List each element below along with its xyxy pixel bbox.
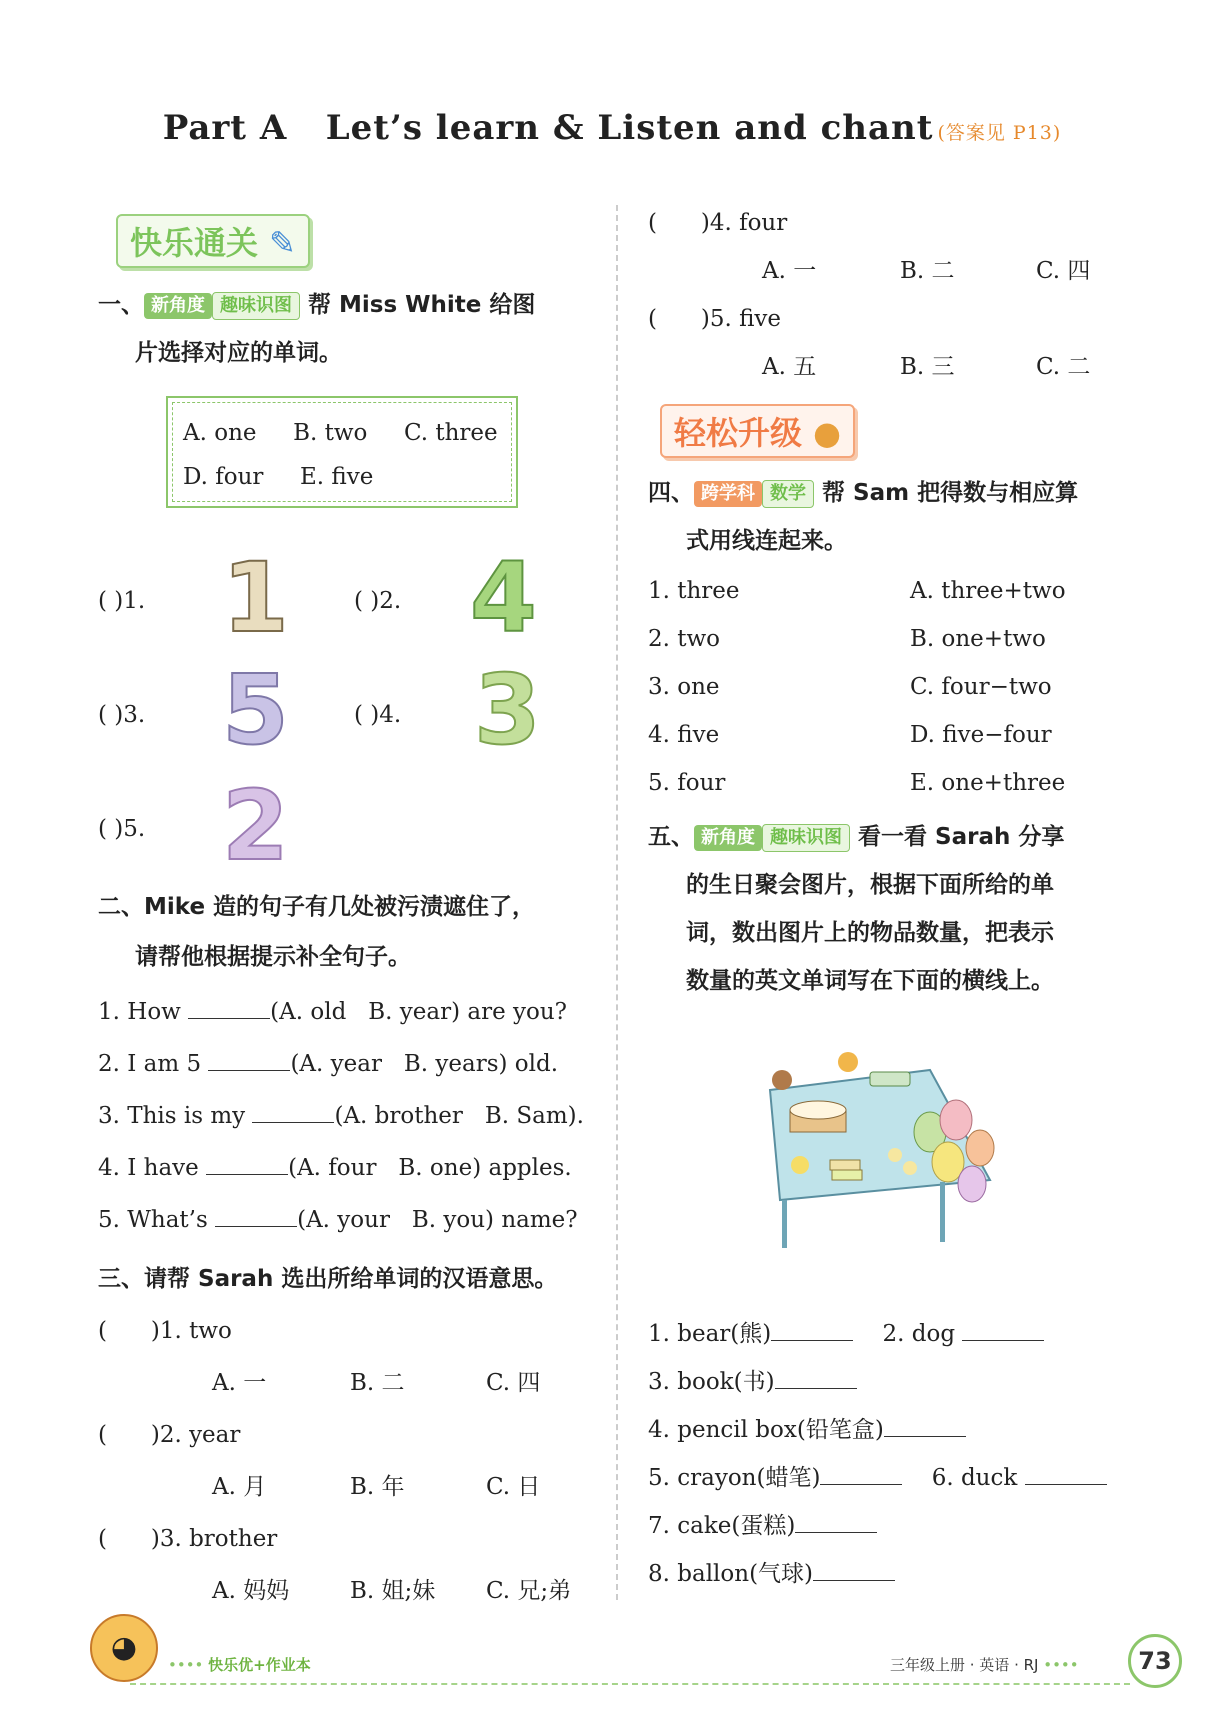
q3-item-5-option-b: B. 三 [900,354,955,380]
q3-item-1-option-c: C. 四 [486,1370,541,1396]
footer-brand-text: 快乐优+作业本 [208,1656,311,1674]
q5-row-1 [648,1318,1044,1349]
q2-sentence-4 [98,1152,572,1183]
planet-icon: ● [813,414,842,452]
answer-blank[interactable] [252,1100,334,1123]
q4-tag-math: 数学 [762,480,814,508]
item-label: 7. cake(蛋糕) [648,1513,796,1539]
q1-heading [98,282,535,328]
word-box-row2 [183,455,501,499]
item-label: 6. duck [931,1465,1025,1491]
answer-blank[interactable] [962,1318,1044,1341]
page-number: 73 [1128,1634,1182,1688]
word-option: A. one [183,420,257,446]
item-label: 1. bear(熊) [648,1321,772,1347]
q5-instruction-line4: 数量的英文单词写在下面的横线上。 [686,968,1054,994]
q4-tag-cross-subject: 跨学科 [694,481,762,507]
answer-blank[interactable] [208,1048,290,1071]
q3-item-4-option-b: B. 二 [900,258,955,284]
q3-item-1-option-a: A. 一 [212,1370,267,1396]
q5-instruction-line3: 词，数出图片上的物品数量，把表示 [686,920,1054,946]
q1-item-1-label: ( )1. [98,588,146,614]
q3-item-4-option-a: A. 一 [762,258,817,284]
section-badge-qingsong [660,404,855,458]
sentence-text: 5. What’s [98,1207,216,1233]
q3-item-5-option-c: C. 二 [1036,354,1091,380]
q4-left-3[interactable]: 3. one [648,674,720,700]
q5-row-6 [648,1558,895,1589]
q5-tag-fun-picture: 趣味识图 [762,824,850,852]
q4-right-c[interactable]: C. four−two [910,674,1052,700]
q1-item-5-label: ( )5. [98,816,146,842]
answer-blank[interactable] [820,1462,902,1485]
footer-brand: •••• 快乐优+作业本 [168,1656,311,1674]
q1-item-4-label: ( )4. [354,702,402,728]
number-four-cartoon: 4 [470,542,537,654]
q5-tag-new-angle: 新角度 [694,825,762,851]
q1-instruction-line2: 片选择对应的单词。 [135,340,342,366]
item-label: 8. ballon(气球) [648,1561,814,1587]
q5-row-4 [648,1462,1107,1493]
q3-item-1-option-b: B. 二 [350,1370,405,1396]
q3-item-3-option-c: C. 兄;弟 [486,1578,572,1604]
q3-heading: 三、请帮 Sarah 选出所给单词的汉语意思。 [98,1266,558,1292]
q3-item-5-stem: ( )5. five [648,306,782,332]
footer-grade-text: 三年级上册 · 英语 · RJ [890,1656,1039,1674]
answer-blank[interactable] [884,1414,966,1437]
q4-left-5[interactable]: 5. four [648,770,726,796]
section-badge-label: 快乐通关 [130,224,259,262]
q4-right-d[interactable]: D. five−four [910,722,1052,748]
word-option: D. four [183,464,264,490]
q4-instruction-line2: 式用线连起来。 [686,528,847,554]
number-one-cartoon: 1 [222,542,289,654]
q1-tag-fun-picture: 趣味识图 [212,292,300,320]
answer-blank[interactable] [813,1558,895,1581]
q1-item-3-label: ( )3. [98,702,146,728]
q2-sentence-5 [98,1204,578,1235]
q1-item-2-label: ( )2. [354,588,402,614]
sentence-hint: (A. old B. year) are you? [270,999,567,1025]
q4-right-b[interactable]: B. one+two [910,626,1046,652]
sentence-hint: (A. your B. you) name? [297,1207,578,1233]
sentence-text: 2. I am 5 [98,1051,209,1077]
answer-blank[interactable] [206,1152,288,1175]
answer-blank[interactable] [1025,1462,1107,1485]
q4-heading [648,470,1078,516]
q3-item-3-option-b: B. 姐;妹 [350,1578,436,1604]
page-title [0,108,1224,148]
answer-blank[interactable] [215,1204,297,1227]
item-label: 2. dog [882,1321,963,1347]
answer-blank[interactable] [775,1366,857,1389]
q3-item-2-option-a: A. 月 [212,1474,267,1500]
q2-heading-line2: 请帮他根据提示补全句子。 [135,944,411,970]
q5-heading [648,814,1064,860]
item-label: 4. pencil box(铅笔盒) [648,1417,884,1443]
number-three-cartoon: 3 [474,654,541,766]
section-badge-label: 轻松升级 [674,414,803,452]
q4-left-1[interactable]: 1. three [648,578,740,604]
q3-item-4-option-c: C. 四 [1036,258,1091,284]
number-five-cartoon: 5 [222,654,289,766]
q5-number: 五、 [648,824,694,850]
footer-grade: 三年级上册 · 英语 · RJ •••• [890,1656,1079,1674]
pencil-icon: ✎ [269,224,296,262]
q3-item-1-stem: ( )1. two [98,1318,232,1344]
word-option: E. five [299,464,374,490]
q1-number: 一、 [98,292,144,318]
answer-blank[interactable] [795,1510,877,1533]
word-box-row1 [183,411,501,455]
column-divider [616,205,618,1600]
sentence-text: 3. This is my [98,1103,253,1129]
q3-item-5-option-a: A. 五 [762,354,817,380]
q2-sentence-2 [98,1048,558,1079]
answer-reference: (答案见 P13) [937,122,1062,144]
sentence-hint: (A. four B. one) apples. [288,1155,572,1181]
title-main: Part A Let’s learn & Listen and chant [162,108,934,148]
q4-number: 四、 [648,480,694,506]
item-label: 5. crayon(蜡笔) [648,1465,821,1491]
word-option: C. three [403,420,498,446]
section-badge-kuaile [116,214,310,268]
sentence-text: 4. I have [98,1155,207,1181]
q2-sentence-1 [98,996,567,1027]
q3-item-3-option-a: A. 妈妈 [212,1578,290,1604]
sentence-hint: (A. year B. years) old. [290,1051,559,1077]
q2-heading-line1: 二、Mike 造的句子有几处被污渍遮住了， [98,894,536,920]
q4-right-a[interactable]: A. three+two [910,578,1066,604]
q3-item-4-stem: ( )4. four [648,210,788,236]
q1-tag-new-angle: 新角度 [144,293,212,319]
q5-row-2 [648,1366,857,1397]
party-table-illustration [760,1050,1020,1250]
word-box [166,396,518,508]
q5-row-3 [648,1414,966,1445]
word-option: B. two [293,420,368,446]
q4-left-2[interactable]: 2. two [648,626,721,652]
q5-row-5 [648,1510,877,1541]
q3-item-2-stem: ( )2. year [98,1422,241,1448]
item-label: 3. book(书) [648,1369,775,1395]
q1-instruction-line1: 帮 Miss White 给图 [308,292,536,318]
q4-right-e[interactable]: E. one+three [910,770,1066,796]
number-two-cartoon: 2 [222,770,289,882]
q5-instruction-line2: 的生日聚会图片，根据下面所给的单 [686,872,1054,898]
sentence-text: 1. How [98,999,189,1025]
q2-sentence-3 [98,1100,584,1131]
answer-blank[interactable] [771,1318,853,1341]
q4-instruction-line1: 帮 Sam 把得数与相应算 [822,480,1079,506]
q3-item-3-stem: ( )3. brother [98,1526,278,1552]
answer-blank[interactable] [188,996,270,1019]
q3-item-2-option-c: C. 日 [486,1474,541,1500]
q5-instruction-line1: 看一看 Sarah 分享 [858,824,1065,850]
footer-divider [130,1683,1130,1685]
q4-left-4[interactable]: 4. five [648,722,720,748]
sentence-hint: (A. brother B. Sam). [334,1103,584,1129]
tiger-mascot-icon: ◕ [90,1614,158,1682]
q3-item-2-option-b: B. 年 [350,1474,405,1500]
